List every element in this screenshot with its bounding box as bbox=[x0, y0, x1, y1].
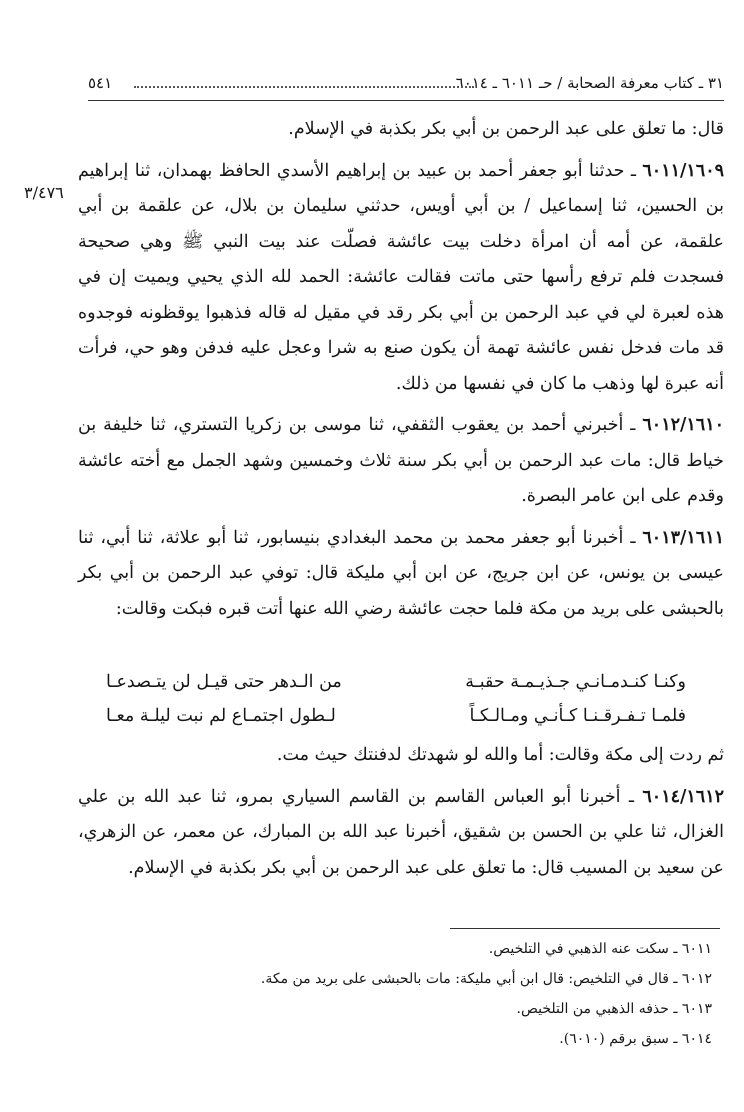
hadith-number: ٦٠١٣/١٦١١ bbox=[642, 527, 724, 548]
header-dot-leader bbox=[134, 86, 474, 88]
hadith-text: ـ أخبرنا أبو جعفر محمد بن محمد البغدادي بنيسابور، ثنا أبو علاثة، ثنا أبي، ثنا عيسى بن يونس، عن ابن جريج، عن ابن أبي مليكة قال: توفي عبد الرحمن بن أبي بكر بالحبشى على بريد من مكة فلما حجت عائشة رضي الله عنها أتت قبره فبكت وقالت: bbox=[78, 527, 724, 619]
paragraph-text: قال: ما تعلق على عبد الرحمن بن أبي بكر بكذبة في الإسلام. bbox=[288, 119, 724, 139]
hadith-number: ٦٠١٢/١٦١٠ bbox=[642, 415, 724, 435]
poem-verse bbox=[106, 666, 686, 700]
header-rule bbox=[88, 100, 724, 101]
main-text bbox=[78, 112, 724, 633]
footnotes bbox=[100, 934, 712, 1054]
main-text-continued bbox=[78, 738, 724, 892]
hadith-text: ـ أخبرنا أبو العباس القاسم بن القاسم السياري بمرو، ثنا عبد الله بن علي الغزال، ثنا علي بن الحسن بن شقيق، أخبرنا عبد الله بن المبارك، عن معمر، عن الزهري، عن سعيد بن المسيب قال: ما تعلق على عبد الرحمن بن أبي بكر بكذبة في الإسلام. bbox=[78, 786, 724, 878]
header-title: ٣١ ـ كتاب معرفة الصحابة / حـ ٦٠١١ ـ ٦٠١٤ bbox=[455, 74, 724, 92]
hadith-6014 bbox=[78, 780, 724, 887]
hadith-number: ٦٠١٤/١٦١٢ bbox=[642, 786, 724, 807]
paragraph bbox=[78, 112, 724, 148]
margin-volume-reference: ٣/٤٧٦ bbox=[24, 183, 64, 202]
footnote: ٦٠١٣ ـ حذفه الذهبي من التلخيص. bbox=[516, 1001, 712, 1017]
hadith-6011 bbox=[78, 154, 724, 403]
poem bbox=[106, 666, 686, 734]
hadith-6013 bbox=[78, 521, 724, 628]
footnote: ٦٠١١ ـ سكت عنه الذهبي في التلخيص. bbox=[488, 941, 712, 957]
verse-first-hemistich: فلمـا تـفـرقـنـا كـأنـي ومـالـكـاً bbox=[469, 706, 686, 726]
hadith-text: ـ حدثنا أبو جعفر أحمد بن عبيد بن إبراهيم الأسدي الحافظ بهمدان، ثنا إبراهيم بن الحسين، ثنا إسماعيل / بن أبي أويس، حدثني سليمان بن بلال، عن علقمة بن أبي علقمة، عن أمه أن امرأة دخلت بيت عائشة فصلّت عند بيت النبي ﷺ وهي صحيحة فسجدت فلم ترفع رأسها حتى ماتت فقالت عائشة: الحمد لله الذي يحيي ويميت إن في هذه لعبرة لي في عبد الرحمن بن أبي بكر رقد في مقيل له قاله فذهبوا يوقظونه فوجدوه قد مات فدخل نفس عائشة تهمة أن يكون صنع به شرا وعجل عليه فدفن وهو حي، فرأت أنه عبرة لها وذهب ما كان في نفسها من ذلك. bbox=[78, 160, 724, 394]
verse-second-hemistich: لـطول اجتمـاع لم نبت ليلـة معـا bbox=[106, 706, 336, 726]
running-header bbox=[88, 68, 724, 98]
footnote: ٦٠١٤ ـ سبق برقم (٦٠١٠). bbox=[559, 1031, 712, 1047]
hadith-text: ـ أخبرني أحمد بن يعقوب الثقفي، ثنا موسى بن زكريا التستري، ثنا خليفة بن خياط قال: مات عبد الرحمن بن أبي بكر سنة ثلاث وخمسين وشهد الجمل مع أخته عائشة وقدم على ابن عامر البصرة. bbox=[78, 415, 724, 506]
hadith-6012 bbox=[78, 408, 724, 515]
verse-first-hemistich: وكنـا كنـدمـانـي جـذيـمـة حقبـة bbox=[465, 672, 686, 692]
paragraph bbox=[78, 738, 724, 774]
paragraph-text: ثم ردت إلى مكة وقالت: أما والله لو شهدتك لدفنتك حيث مت. bbox=[276, 745, 724, 765]
poem-verse bbox=[106, 700, 686, 734]
footnote: ٦٠١٢ ـ قال في التلخيص: قال ابن أبي مليكة: مات بالحبشى على بريد من مكة. bbox=[260, 971, 712, 987]
hadith-number: ٦٠١١/١٦٠٩ bbox=[642, 160, 724, 181]
footnote-separator bbox=[450, 928, 720, 929]
page-number: ٥٤١ bbox=[88, 74, 113, 92]
verse-second-hemistich: من الـدهر حتى قيـل لن يتـصدعـا bbox=[106, 672, 342, 692]
